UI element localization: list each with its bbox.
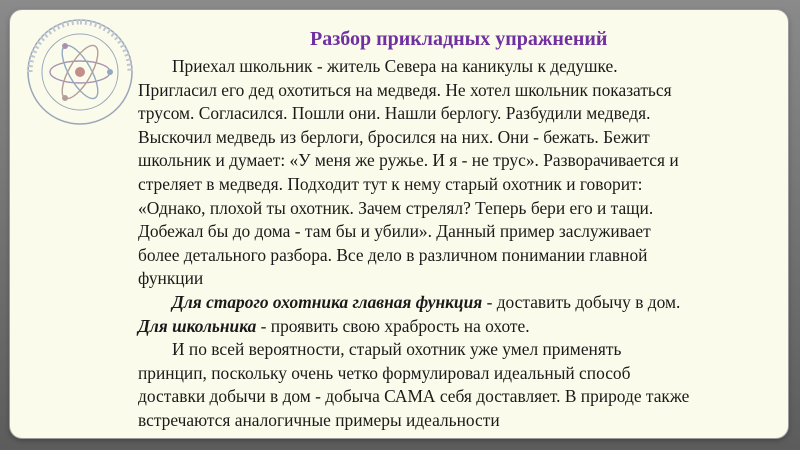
student-function-emphasis: Для школьника <box>138 315 257 336</box>
hunter-function-emphasis: Для старого охотника главная функция <box>172 291 483 312</box>
text-line: стреляет в медведя. Подходит тут к нему старый охотник и говорит: <box>138 173 643 194</box>
student-function-line <box>138 315 784 339</box>
text-line: трусом. Согласился. Пошли они. Нашли берлогу. Разбудили медведя. <box>138 103 651 124</box>
text-line: Приехал школьник - житель Севера на каникулы к дедушке. <box>172 56 618 76</box>
school-emblem-logo <box>24 16 136 128</box>
text-line: более детального разбора. Все дело в различном понимании главной <box>138 244 648 265</box>
slide <box>10 10 788 438</box>
text-line: Добежал бы до дома - там бы и убили». Данный пример заслуживает <box>138 221 651 242</box>
slide-body-text <box>138 55 784 433</box>
text-line: доставки добычи в дом - добыча САМА себя доставляет. В природе также <box>138 386 690 407</box>
student-function-text: - проявить свою храбрость на охоте. <box>256 315 530 336</box>
hunter-function-line <box>138 291 784 315</box>
text-line: Пригласил его дед охотиться на медведя. Не хотел школьник показаться <box>138 79 672 100</box>
text-line: Выскочил медведь из берлоги, бросился на них. Они - бежать. Бежит <box>138 126 650 147</box>
text-line: функции <box>138 268 204 289</box>
slide-title: Разбор прикладных упражнений <box>310 28 608 50</box>
text-line: встречаются аналогичные примеры идеальности <box>138 409 500 430</box>
text-line: школьник и думает: «У меня же ружье. И я - не трус». Разворачивается и <box>138 150 679 171</box>
text-line: «Однако, плохой ты охотник. Зачем стрелял? Теперь бери его и тащи. <box>138 197 654 218</box>
text-line: принцип, поскольку очень четко формулировал идеальный способ <box>138 362 631 383</box>
text-line: И по всей вероятности, старый охотник уже умел применять <box>172 339 622 360</box>
hunter-function-text: - доставить добычу в дом. <box>482 291 681 312</box>
